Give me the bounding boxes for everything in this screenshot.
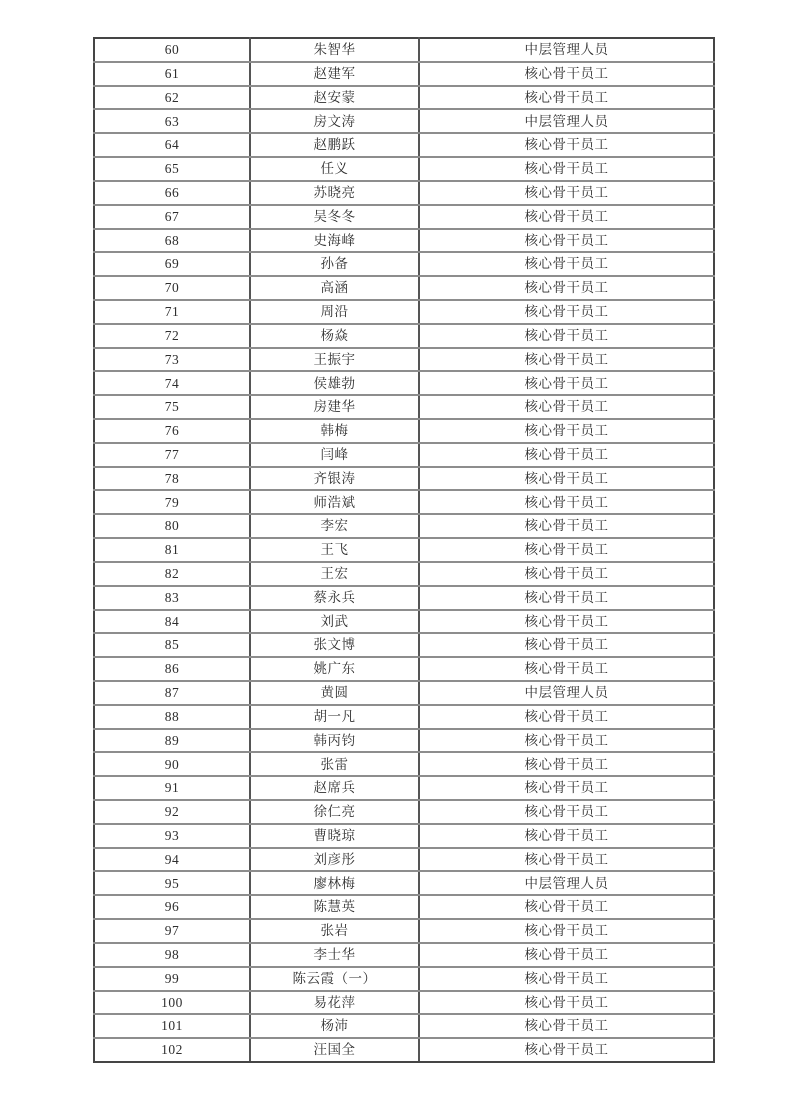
category-cell: 核心骨干员工 — [419, 562, 714, 586]
serial-cell: 86 — [94, 657, 250, 681]
category-cell: 核心骨干员工 — [419, 229, 714, 253]
table-row — [94, 848, 714, 872]
table-row — [94, 1014, 714, 1038]
serial-cell: 64 — [94, 133, 250, 157]
category-cell: 核心骨干员工 — [419, 633, 714, 657]
category-cell: 核心骨干员工 — [419, 967, 714, 991]
table-row — [94, 38, 714, 62]
name-cell: 闫峰 — [250, 443, 419, 467]
name-cell: 周沿 — [250, 300, 419, 324]
serial-cell: 77 — [94, 443, 250, 467]
category-cell: 核心骨干员工 — [419, 752, 714, 776]
table-row — [94, 562, 714, 586]
table-row — [94, 586, 714, 610]
serial-cell: 93 — [94, 824, 250, 848]
table-row — [94, 800, 714, 824]
name-cell: 高涵 — [250, 276, 419, 300]
category-cell: 核心骨干员工 — [419, 371, 714, 395]
serial-cell: 62 — [94, 86, 250, 110]
name-cell: 蔡永兵 — [250, 586, 419, 610]
serial-cell: 100 — [94, 991, 250, 1015]
name-cell: 王振宇 — [250, 348, 419, 372]
serial-cell: 75 — [94, 395, 250, 419]
table-row — [94, 610, 714, 634]
table-row — [94, 229, 714, 253]
category-cell: 核心骨干员工 — [419, 348, 714, 372]
name-cell: 廖林梅 — [250, 871, 419, 895]
serial-cell: 95 — [94, 871, 250, 895]
name-cell: 汪国全 — [250, 1038, 419, 1062]
name-cell: 胡一凡 — [250, 705, 419, 729]
serial-cell: 78 — [94, 467, 250, 491]
category-cell: 核心骨干员工 — [419, 86, 714, 110]
table-row — [94, 371, 714, 395]
category-cell: 核心骨干员工 — [419, 205, 714, 229]
serial-cell: 83 — [94, 586, 250, 610]
name-cell: 韩梅 — [250, 419, 419, 443]
category-cell: 核心骨干员工 — [419, 490, 714, 514]
name-cell: 苏晓亮 — [250, 181, 419, 205]
serial-cell: 84 — [94, 610, 250, 634]
category-cell: 核心骨干员工 — [419, 1014, 714, 1038]
table-row — [94, 895, 714, 919]
category-cell: 中层管理人员 — [419, 871, 714, 895]
name-cell: 孙备 — [250, 252, 419, 276]
serial-cell: 88 — [94, 705, 250, 729]
name-cell: 徐仁亮 — [250, 800, 419, 824]
category-cell: 核心骨干员工 — [419, 586, 714, 610]
name-cell: 李宏 — [250, 514, 419, 538]
category-cell: 核心骨干员工 — [419, 1038, 714, 1062]
name-cell: 韩丙钧 — [250, 729, 419, 753]
name-cell: 张雷 — [250, 752, 419, 776]
category-cell: 核心骨干员工 — [419, 419, 714, 443]
name-cell: 侯雄勃 — [250, 371, 419, 395]
personnel-table-body — [94, 38, 714, 1062]
serial-cell: 92 — [94, 800, 250, 824]
table-row — [94, 181, 714, 205]
serial-cell: 94 — [94, 848, 250, 872]
serial-cell: 97 — [94, 919, 250, 943]
table-row — [94, 1038, 714, 1062]
table-row — [94, 633, 714, 657]
name-cell: 史海峰 — [250, 229, 419, 253]
serial-cell: 71 — [94, 300, 250, 324]
serial-cell: 70 — [94, 276, 250, 300]
category-cell: 核心骨干员工 — [419, 919, 714, 943]
category-cell: 核心骨干员工 — [419, 705, 714, 729]
name-cell: 任义 — [250, 157, 419, 181]
table-row — [94, 752, 714, 776]
table-row — [94, 419, 714, 443]
name-cell: 赵鹏跃 — [250, 133, 419, 157]
serial-cell: 68 — [94, 229, 250, 253]
serial-cell: 99 — [94, 967, 250, 991]
serial-cell: 76 — [94, 419, 250, 443]
category-cell: 核心骨干员工 — [419, 538, 714, 562]
table-row — [94, 967, 714, 991]
table-row — [94, 538, 714, 562]
serial-cell: 82 — [94, 562, 250, 586]
table-row — [94, 467, 714, 491]
table-row — [94, 824, 714, 848]
category-cell: 核心骨干员工 — [419, 395, 714, 419]
personnel-table — [93, 37, 715, 1063]
category-cell: 中层管理人员 — [419, 109, 714, 133]
serial-cell: 69 — [94, 252, 250, 276]
serial-cell: 65 — [94, 157, 250, 181]
category-cell: 核心骨干员工 — [419, 610, 714, 634]
table-row — [94, 324, 714, 348]
table-row — [94, 62, 714, 86]
table-row — [94, 133, 714, 157]
serial-cell: 90 — [94, 752, 250, 776]
category-cell: 核心骨干员工 — [419, 848, 714, 872]
name-cell: 陈慧英 — [250, 895, 419, 919]
name-cell: 刘武 — [250, 610, 419, 634]
name-cell: 陈云霞（一） — [250, 967, 419, 991]
serial-cell: 98 — [94, 943, 250, 967]
serial-cell: 80 — [94, 514, 250, 538]
name-cell: 赵席兵 — [250, 776, 419, 800]
name-cell: 房建华 — [250, 395, 419, 419]
category-cell: 核心骨干员工 — [419, 514, 714, 538]
serial-cell: 74 — [94, 371, 250, 395]
category-cell: 核心骨干员工 — [419, 657, 714, 681]
table-row — [94, 776, 714, 800]
serial-cell: 61 — [94, 62, 250, 86]
category-cell: 核心骨干员工 — [419, 252, 714, 276]
name-cell: 张岩 — [250, 919, 419, 943]
category-cell: 核心骨干员工 — [419, 62, 714, 86]
category-cell: 中层管理人员 — [419, 681, 714, 705]
name-cell: 王宏 — [250, 562, 419, 586]
name-cell: 杨焱 — [250, 324, 419, 348]
serial-cell: 89 — [94, 729, 250, 753]
name-cell: 赵建军 — [250, 62, 419, 86]
name-cell: 张文博 — [250, 633, 419, 657]
serial-cell: 67 — [94, 205, 250, 229]
category-cell: 中层管理人员 — [419, 38, 714, 62]
category-cell: 核心骨干员工 — [419, 181, 714, 205]
table-row — [94, 919, 714, 943]
table-row — [94, 348, 714, 372]
name-cell: 吴冬冬 — [250, 205, 419, 229]
table-row — [94, 871, 714, 895]
table-row — [94, 657, 714, 681]
name-cell: 师浩斌 — [250, 490, 419, 514]
name-cell: 黄圆 — [250, 681, 419, 705]
table-row — [94, 443, 714, 467]
name-cell: 房文涛 — [250, 109, 419, 133]
serial-cell: 87 — [94, 681, 250, 705]
table-row — [94, 157, 714, 181]
serial-cell: 72 — [94, 324, 250, 348]
serial-cell: 79 — [94, 490, 250, 514]
name-cell: 曹晓琼 — [250, 824, 419, 848]
category-cell: 核心骨干员工 — [419, 943, 714, 967]
table-row — [94, 705, 714, 729]
category-cell: 核心骨干员工 — [419, 729, 714, 753]
serial-cell: 96 — [94, 895, 250, 919]
category-cell: 核心骨干员工 — [419, 324, 714, 348]
table-row — [94, 300, 714, 324]
category-cell: 核心骨干员工 — [419, 276, 714, 300]
serial-cell: 66 — [94, 181, 250, 205]
table-row — [94, 276, 714, 300]
table-row — [94, 252, 714, 276]
category-cell: 核心骨干员工 — [419, 800, 714, 824]
name-cell: 杨沛 — [250, 1014, 419, 1038]
name-cell: 李士华 — [250, 943, 419, 967]
category-cell: 核心骨干员工 — [419, 776, 714, 800]
serial-cell: 91 — [94, 776, 250, 800]
serial-cell: 73 — [94, 348, 250, 372]
table-row — [94, 943, 714, 967]
serial-cell: 101 — [94, 1014, 250, 1038]
serial-cell: 85 — [94, 633, 250, 657]
serial-cell: 81 — [94, 538, 250, 562]
table-row — [94, 109, 714, 133]
category-cell: 核心骨干员工 — [419, 300, 714, 324]
table-row — [94, 681, 714, 705]
serial-cell: 60 — [94, 38, 250, 62]
name-cell: 刘彦彤 — [250, 848, 419, 872]
name-cell: 朱智华 — [250, 38, 419, 62]
category-cell: 核心骨干员工 — [419, 895, 714, 919]
name-cell: 易花萍 — [250, 991, 419, 1015]
name-cell: 姚广东 — [250, 657, 419, 681]
table-row — [94, 991, 714, 1015]
name-cell: 王飞 — [250, 538, 419, 562]
category-cell: 核心骨干员工 — [419, 157, 714, 181]
table-row — [94, 729, 714, 753]
table-row — [94, 86, 714, 110]
table-row — [94, 395, 714, 419]
table-row — [94, 514, 714, 538]
serial-cell: 102 — [94, 1038, 250, 1062]
category-cell: 核心骨干员工 — [419, 133, 714, 157]
category-cell: 核心骨干员工 — [419, 991, 714, 1015]
category-cell: 核心骨干员工 — [419, 467, 714, 491]
table-row — [94, 490, 714, 514]
name-cell: 齐银涛 — [250, 467, 419, 491]
serial-cell: 63 — [94, 109, 250, 133]
category-cell: 核心骨干员工 — [419, 824, 714, 848]
table-row — [94, 205, 714, 229]
category-cell: 核心骨干员工 — [419, 443, 714, 467]
name-cell: 赵安蒙 — [250, 86, 419, 110]
